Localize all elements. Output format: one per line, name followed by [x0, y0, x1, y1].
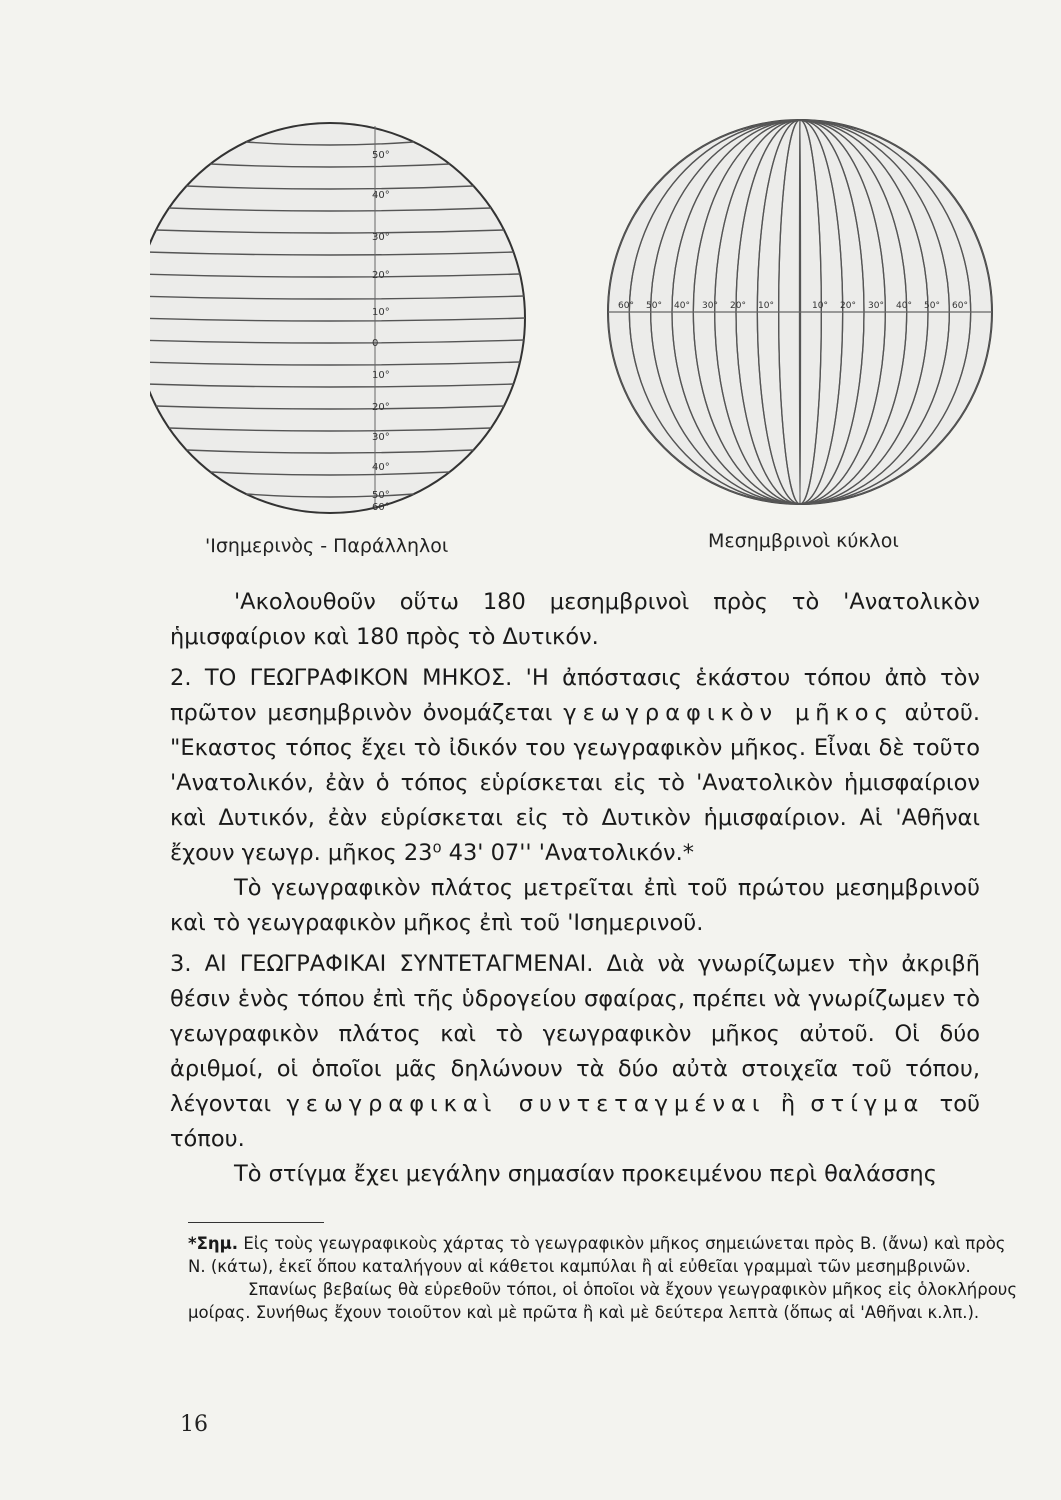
footnotes	[188, 1232, 1023, 1324]
parallels-globe	[150, 123, 525, 513]
longitude-tick-label: 50°	[924, 301, 940, 311]
longitude-tick-label: 20°	[730, 301, 746, 311]
latitude-tick-label: 40°	[372, 190, 390, 201]
page-number: 16	[180, 1412, 208, 1437]
figure-caption-meridians: Μεσημβρινοὶ κύκλοι	[708, 530, 899, 552]
figure-caption-parallels: 'Ισημερινὸς - Παράλληλοι	[205, 535, 449, 557]
section-heading-coordinates: 3. ΑΙ ΓΕΩΓΡΑΦΙΚΑΙ ΣΥΝΤΕΤΑΓΜΕΝΑΙ.	[170, 951, 594, 977]
latitude-tick-label: 20°	[372, 270, 390, 281]
longitude-tick-label: 30°	[868, 301, 884, 311]
longitude-tick-label: 30°	[702, 301, 718, 311]
latitude-tick-label: 50°	[372, 150, 390, 161]
latitude-tick-label: 30°	[372, 432, 390, 443]
coordinates-or: ἢ	[780, 1091, 796, 1117]
longitude-tick-label: 50°	[646, 301, 662, 311]
paragraph-latitude-longitude: Τὸ γεωγραφικὸν πλάτος μετρεῖται ἐπὶ τοῦ πρώτου μεσημβρινοῦ καὶ τὸ γεωγραφικὸν μῆκος ἐπὶ τοῦ 'Ισημερινοῦ.	[170, 875, 980, 936]
latitude-tick-label: 50°	[372, 490, 390, 501]
footnote-divider	[188, 1222, 324, 1223]
meridians-globe	[608, 120, 992, 504]
paragraph-meridians: 'Ακολουθοῦν οὕτω 180 μεσημβρινοὶ πρὸς τὸ 'Ανατολικὸν ἡμισφαίριον καὶ 180 πρὸς τὸ Δυτικόν.	[170, 589, 980, 650]
coordinates-text-b: τοῦ τόπου.	[170, 1091, 980, 1152]
latitude-tick-label: 30°	[372, 232, 390, 243]
longitude-text-b: αὐτοῦ. "Εκαστος τόπος ἔχει τὸ ἰδικόν του γεωγραφικὸν μῆκος. Εἶναι δὲ τοῦτο 'Ανατολικόν, ἐὰν ὁ τόπος εὑρίσκεται εἰς τὸ 'Ανατολικὸν ἡμισφαίριον καὶ Δυτικόν, ἐὰν εὑρίσκεται εἰς τὸ Δυτικὸν ἡμισφαίριον. Αἱ 'Αθῆναι ἔχουν γεωγρ. μῆκος 23⁰ 43' 07'' 'Ανατολικόν.*	[170, 700, 980, 866]
longitude-tick-label: 10°	[758, 301, 774, 311]
longitude-tick-label: 60°	[952, 301, 968, 311]
latitude-tick-label: 20°	[372, 402, 390, 413]
longitude-tick-label: 40°	[674, 301, 690, 311]
footnote-1-text: Εἰς τοὺς γεωγραφικοὺς χάρτας τὸ γεωγραφικὸν μῆκος σημειώνεται πρὸς Β. (ἄνω) καὶ πρὸς Ν. (κάτω), ἐκεῖ ὅπου καταλήγουν αἱ κάθετοι καμπύλαι ἢ αἱ εὐθεῖαι γραμμαὶ τῶν μεσημβρινῶν.	[188, 1234, 1006, 1276]
latitude-tick-label: 0	[372, 338, 379, 349]
term-stigma: στίγμα	[810, 1091, 925, 1117]
globe-figures	[150, 110, 1030, 570]
footnote-2: Σπανίως βεβαίως θὰ εὑρεθοῦν τόποι, οἱ ὁποῖοι νὰ ἔχουν γεωγραφικὸν μῆκος εἰς ὁλοκλήρους μοίρας. Συνήθως ἔχουν τοιοῦτον καὶ μὲ πρῶτα ἢ καὶ μὲ δεύτερα λεπτὰ (ὅπως αἱ 'Αθῆναι κ.λπ.).	[188, 1280, 1018, 1322]
footnote-1	[188, 1232, 1023, 1278]
latitude-tick-label: 10°	[372, 307, 390, 318]
section-heading-longitude: 2. ΤΟ ΓΕΩΓΡΑΦΙΚΟΝ ΜΗΚΟΣ.	[170, 665, 513, 691]
footnote-marker: *Σημ.	[188, 1234, 239, 1253]
latitude-tick-label: 60°	[372, 502, 390, 513]
longitude-tick-label: 10°	[812, 301, 828, 311]
coordinates-text-a: Διὰ νὰ γνωρίζωμεν τὴν ἀκριβῆ θέσιν ἑνὸς τόπου ἐπὶ τῆς ὑδρογείου σφαίρας, πρέπει νὰ γνωρίζωμεν τὸ γεωγραφικὸν πλάτος καὶ τὸ γεωγραφικὸν μῆκος αὐτοῦ. Οἱ δύο ἀριθμοί, οἱ ὁποῖοι μᾶς δηλώνουν τὰ δύο αὐτὰ στοιχεῖα τοῦ τόπου, λέγονται	[170, 951, 981, 1117]
section-coordinates	[170, 947, 980, 1157]
longitude-tick-label: 20°	[840, 301, 856, 311]
longitude-tick-label: 40°	[896, 301, 912, 311]
term-longitude: γεωγραφικὸν μῆκος	[563, 700, 894, 726]
latitude-tick-label: 10°	[372, 370, 390, 381]
section-longitude	[170, 661, 980, 871]
main-text	[170, 585, 980, 1192]
longitude-tick-label: 60°	[618, 301, 634, 311]
figure-area	[150, 110, 1030, 570]
term-coordinates: γεωγραφικαὶ συντεταγμέναι	[286, 1091, 766, 1117]
longitude-text-a: 'Η ἀπόστασις ἑκάστου τόπου ἀπὸ τὸν πρῶτον μεσημβρινὸν ὀνομάζεται	[170, 665, 980, 726]
paragraph-stigma: Τὸ στίγμα ἔχει μεγάλην σημασίαν προκειμένου περὶ θαλάσσης	[234, 1161, 937, 1187]
latitude-tick-label: 40°	[372, 462, 390, 473]
